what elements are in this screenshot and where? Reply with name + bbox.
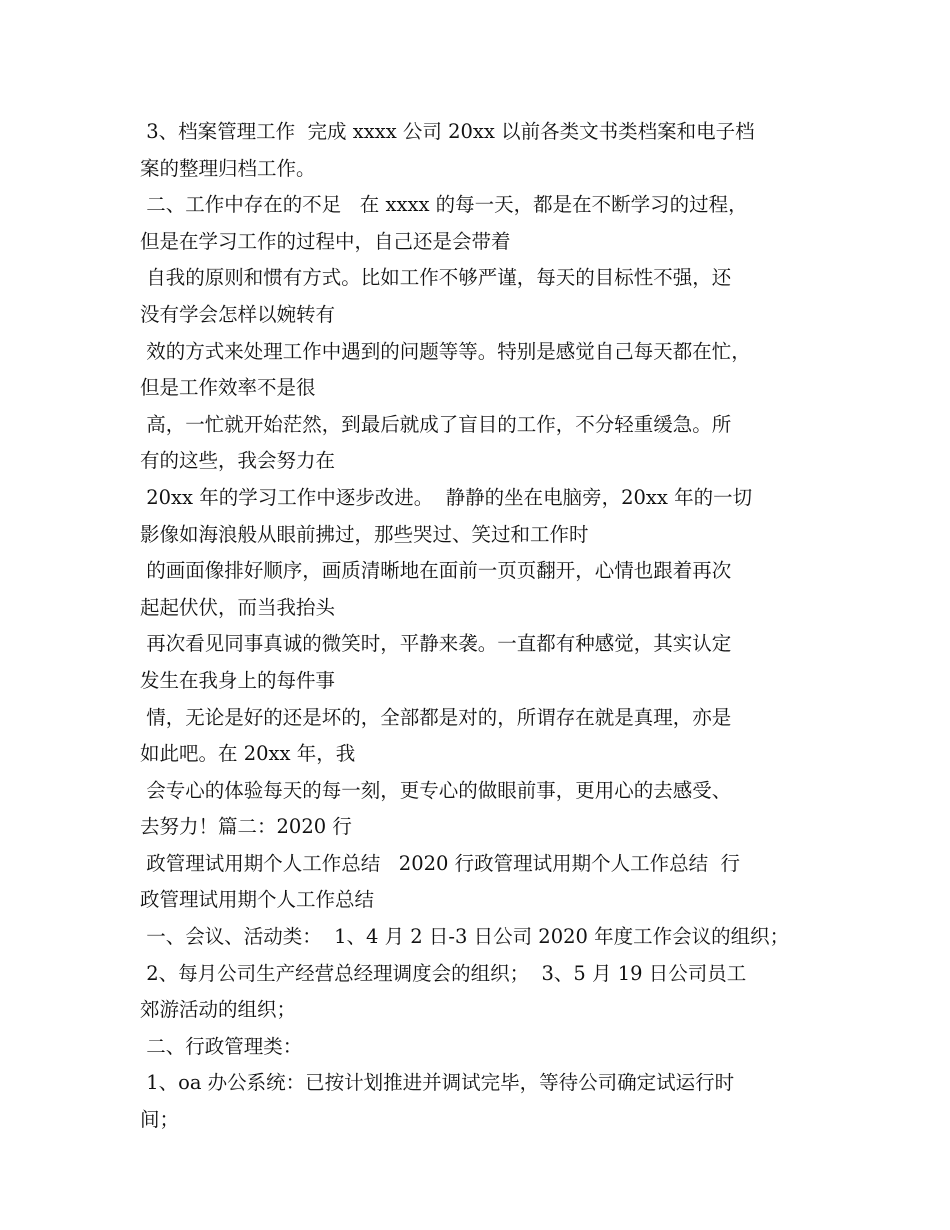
text-line: 但是工作效率不是很	[140, 376, 316, 400]
text-line: 情，无论是好的还是坏的，全部都是对的，所谓存在就是真理，亦是	[140, 705, 732, 729]
text-line: 有的这些，我会努力在	[140, 449, 336, 473]
text-line: 一、会议、活动类： 1、4 月 2 日-3 日公司 2020 年度工作会议的组织；	[140, 925, 790, 949]
text-line: 没有学会怎样以婉转有	[140, 302, 336, 326]
text-line: 但是在学习工作的过程中，自己还是会带着	[140, 229, 511, 253]
text-line: 1、oa 办公系统：已按计划推进并调试完毕，等待公司确定试运行时	[140, 1071, 735, 1095]
text-line: 20xx 年的学习工作中逐步改进。 静静的坐在电脑旁，20xx 年的一切	[140, 485, 753, 509]
text-line: 效的方式来处理工作中遇到的问题等等。特别是感觉自己每天都在忙，	[140, 339, 751, 363]
text-line: 间；	[140, 1108, 180, 1132]
document-body	[140, 114, 820, 1139]
text-line: 郊游活动的组织；	[140, 998, 297, 1022]
text-line: 去努力！篇二：2020 行	[140, 815, 352, 839]
text-line: 再次看见同事真诚的微笑时，平静来袭。一直都有种感觉，其实认定	[140, 632, 732, 656]
text-line: 起起伏伏，而当我抬头	[140, 595, 336, 619]
text-line: 二、行政管理类：	[140, 1034, 303, 1058]
text-line: 的画面像排好顺序，画质清晰地在面前一页页翻开，心情也跟着再次	[140, 559, 732, 583]
text-line: 二、工作中存在的不足 在 xxxx 的每一天，都是在不断学习的过程，	[140, 193, 748, 217]
text-line: 政管理试用期个人工作总结 2020 行政管理试用期个人工作总结 行	[140, 851, 741, 875]
text-line: 发生在我身上的每件事	[140, 668, 336, 692]
text-line: 高，一忙就开始茫然，到最后就成了盲目的工作，不分轻重缓急。所	[140, 412, 732, 436]
text-line: 3、档案管理工作 完成 xxxx 公司 20xx 以前各类文书类档案和电子档	[140, 120, 755, 143]
text-line: 会专心的体验每天的每一刻，更专心的做眼前事，更用心的去感受、	[140, 778, 732, 802]
text-line: 案的整理归档工作。	[140, 156, 316, 180]
text-line: 自我的原则和惯有方式。比如工作不够严谨，每天的目标性不强，还	[140, 266, 732, 290]
text-line: 政管理试用期个人工作总结	[140, 888, 375, 912]
text-line: 如此吧。在 20xx 年，我	[140, 742, 356, 766]
text-line: 2、每月公司生产经营总经理调度会的组织； 3、5 月 19 日公司员工	[140, 961, 747, 985]
text-line: 影像如海浪般从眼前拂过，那些哭过、笑过和工作时	[140, 522, 589, 546]
